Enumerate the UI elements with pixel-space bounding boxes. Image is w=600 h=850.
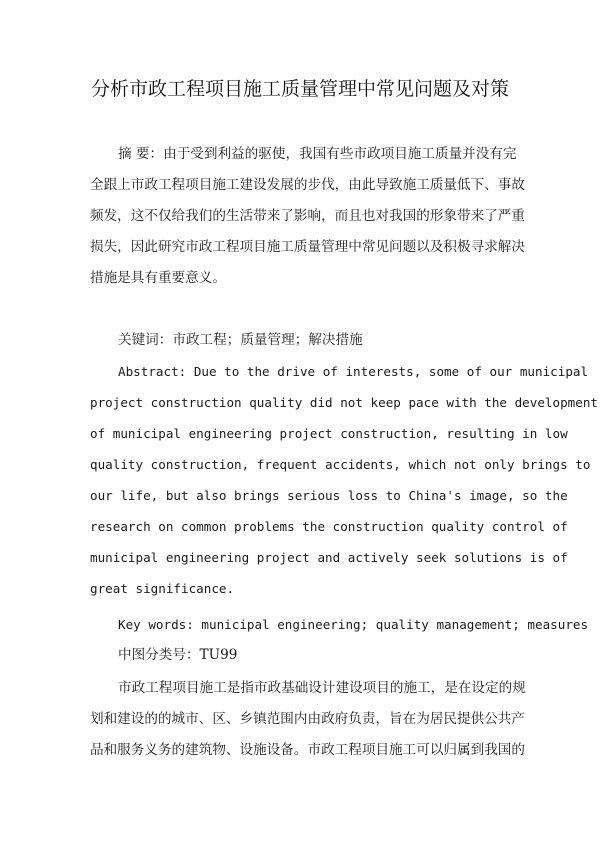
body-line: 划和建设的的城市、区、乡镇范围内由政府负责，旨在为居民提供公共产 xyxy=(90,711,525,727)
abstract-cn xyxy=(90,139,525,294)
abstract-cn-line: 频发，这不仅给我们的生活带来了影响，而且也对我国的形象带来了严重 xyxy=(90,208,525,224)
abstract-en-line: project construction quality did not keep pace with the development xyxy=(90,395,598,410)
paper-title: 分析市政工程项目施工质量管理中常见问题及对策 xyxy=(90,78,509,100)
classification-number xyxy=(90,640,510,671)
abstract-cn-line: 摘 要：由于受到利益的驱使，我国有些市政项目施工质量并没有完 xyxy=(118,146,517,162)
abstract-en-line: municipal engineering project and actively seek solutions is of xyxy=(90,550,568,565)
abstract-en-line: of municipal engineering project construction, resulting in low xyxy=(90,426,568,441)
body-line: 市政工程项目施工是指市政基础设计建设项目的施工，是在设定的规 xyxy=(118,680,526,696)
keywords-cn-text: 关键词：市政工程；质量管理；解决措施 xyxy=(118,332,363,348)
abstract-cn-line: 损失，因此研究市政工程项目施工质量管理中常见问题以及积极寻求解决 xyxy=(90,239,525,255)
abstract-en xyxy=(90,356,598,604)
abstract-en-line: great significance. xyxy=(90,581,235,596)
keywords-cn xyxy=(90,325,510,356)
abstract-cn-line: 措施是具有重要意义。 xyxy=(90,270,226,286)
clc-text: 中图分类号：TU99 xyxy=(118,647,238,663)
abstract-en-line: quality construction, frequent accidents, which not only brings to xyxy=(90,457,591,472)
body-paragraph xyxy=(90,673,526,766)
abstract-en-line: research on common problems the construction quality control of xyxy=(90,519,568,534)
keywords-en xyxy=(90,609,589,640)
body-line: 品和服务义务的建筑物、设施设备。市政工程项目施工可以归属到我国的 xyxy=(90,742,525,758)
abstract-cn-line: 全跟上市政工程项目施工建设发展的步伐，由此导致施工质量低下、事故 xyxy=(90,177,525,193)
abstract-en-line: Abstract: Due to the drive of interests, some of our municipal xyxy=(118,364,589,379)
keywords-en-text: Key words: municipal engineering; quality management; measures xyxy=(118,617,589,632)
abstract-en-line: our life, but also brings serious loss to China's image, so the xyxy=(90,488,568,503)
